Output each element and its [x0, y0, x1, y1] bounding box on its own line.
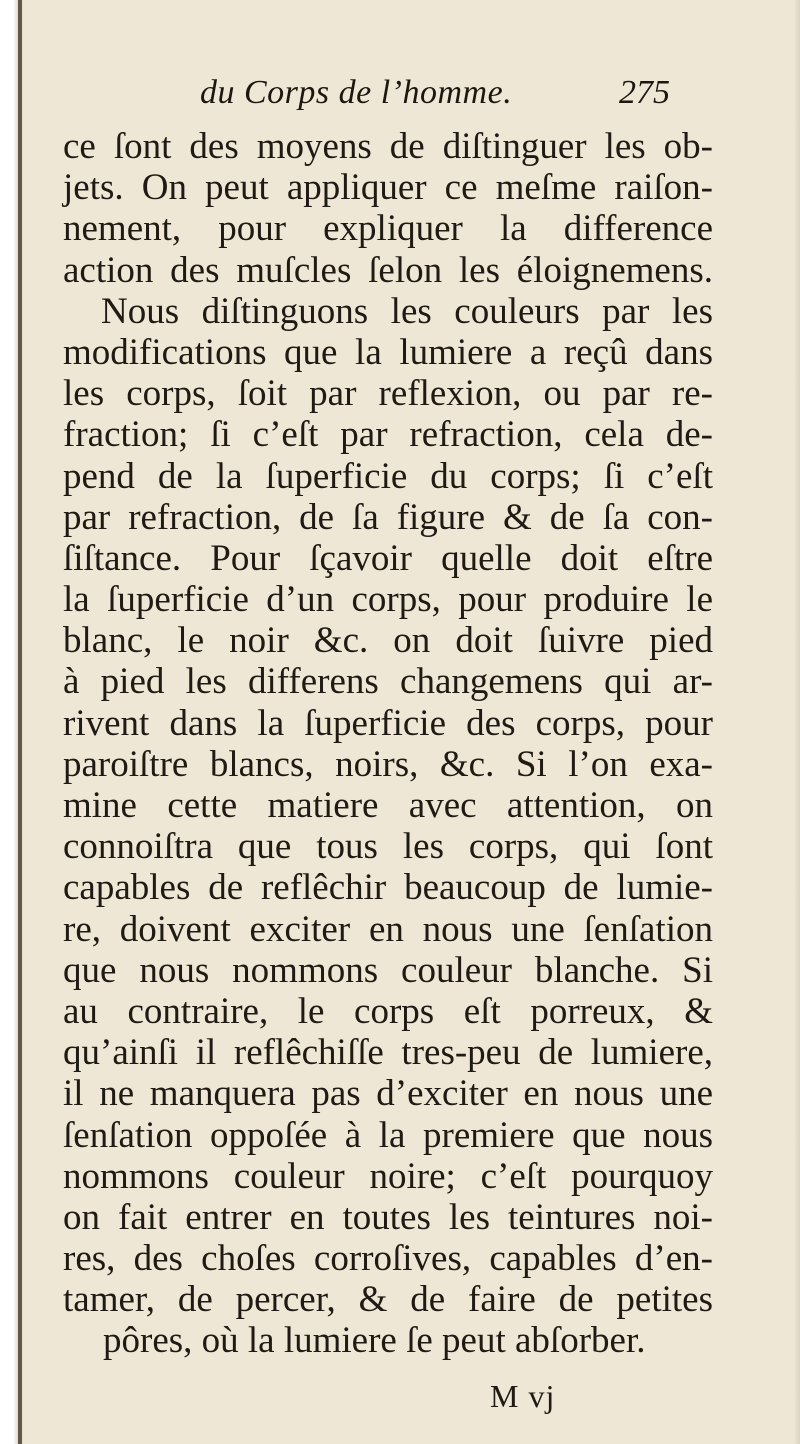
right-page-edge: [794, 0, 800, 1444]
text-line: paroiſtre blancs, noirs, &c. Si l’on exa-: [63, 743, 713, 785]
text-line: pend de la ſuperficie du corps; ſi c’eſt: [63, 455, 713, 497]
page-edge: [18, 0, 22, 1444]
text-line: la ſuperficie d’un corps, pour produire le: [63, 579, 713, 621]
text-line: ſiſtance. Pour ſçavoir quelle doit eſtre: [63, 537, 713, 579]
page-header: [200, 74, 670, 124]
text-line: Nous diſtinguons les couleurs par les: [101, 290, 713, 332]
text-line: mine cette matiere avec attention, on: [63, 785, 713, 826]
text-line: connoiſtra que tous les corps, qui ſont: [63, 826, 713, 868]
text-line: tamer, de percer, & de faire de petites: [63, 1279, 713, 1321]
text-line: au contraire, le corps eſt porreux, &: [63, 990, 713, 1032]
running-title: du Corps de l’homme.: [200, 74, 513, 111]
text-line: ce ſont des moyens de diſtinguer les ob-: [63, 126, 713, 167]
text-line: modifications que la lumiere a reçû dans: [63, 331, 713, 373]
text-line: que nous nommons couleur blanche. Si: [63, 949, 713, 991]
text-line: nommons couleur noire; c’eſt pourquoy: [63, 1155, 713, 1197]
text-line: blanc, le noir &c. on doit ſuivre pied: [63, 620, 713, 662]
text-line: capables de reflêchir beaucoup de lumie-: [63, 867, 713, 909]
text-line: à pied les differens changemens qui ar-: [63, 661, 713, 703]
text-line: les corps, ſoit par reflexion, ou par re-: [63, 373, 713, 415]
text-line: ſenſation oppoſée à la premiere que nous: [63, 1114, 713, 1156]
text-line: par refraction, de ſa figure & de ſa con-: [63, 496, 713, 538]
text-line: nement, pour expliquer la difference: [63, 208, 713, 250]
body-text: [63, 126, 713, 1362]
text-line: res, des choſes corroſives, capables d’en-: [63, 1238, 713, 1280]
page-number: 275: [619, 74, 670, 111]
text-line: pôres, où la lumiere ſe peut abſorber.: [103, 1320, 646, 1362]
text-line: qu’ainſi il reflêchiſſe tres-peu de lumiere,: [63, 1032, 713, 1074]
text-line: fraction; ſi c’eſt par refraction, cela de-: [63, 414, 713, 456]
text-line: action des muſcles ſelon les éloignemens.: [63, 249, 713, 291]
text-line: jets. On peut appliquer ce meſme raiſon-: [63, 167, 713, 209]
catchword: M vj: [490, 1378, 556, 1414]
text-line: on fait entrer en toutes les teintures noi-: [63, 1196, 713, 1238]
text-line: rivent dans la ſuperficie des corps, pour: [63, 702, 713, 744]
text-line: re, doivent exciter en nous une ſenſation: [63, 908, 713, 950]
text-line: il ne manquera pas d’exciter en nous une: [63, 1073, 713, 1115]
